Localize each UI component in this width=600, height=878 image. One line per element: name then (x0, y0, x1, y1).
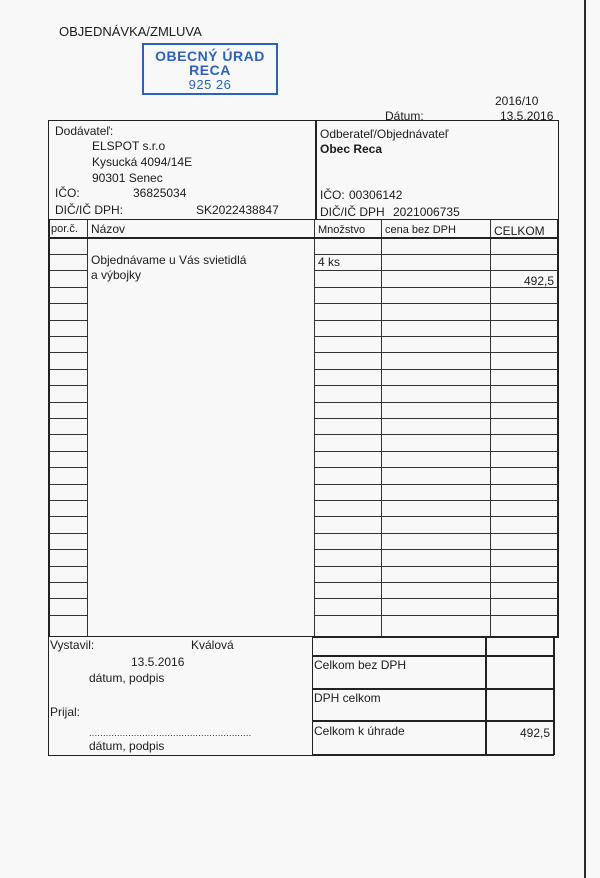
received-label: Prijal: (50, 705, 81, 719)
date-value: 13.5.2016 (500, 109, 554, 123)
item-text-line-2: a výbojky (91, 268, 142, 282)
header-price: cena bez DPH (385, 224, 456, 236)
value-row-line (314, 533, 558, 534)
value-row-line (314, 566, 558, 567)
seq-row-line (49, 336, 87, 337)
total-due-label: Celkom k úhrade (314, 724, 405, 738)
date-sign-2: dátum, podpis (89, 739, 165, 753)
value-row-line (314, 516, 558, 517)
document-title: OBJEDNÁVKA/ZMLUVA (59, 24, 202, 39)
seq-row-line (49, 287, 87, 288)
supplier-dic-label: DIČ/IČ DPH: (55, 203, 124, 217)
supplier-name: ELSPOT s.r.o (92, 139, 166, 153)
supplier-ico-label: IČO: (55, 186, 80, 200)
issued-name: Kválová (191, 638, 234, 652)
value-row-line (314, 385, 558, 386)
signature-dots: .......................................................... (89, 728, 252, 738)
stamp-line-1: OBECNÝ ÚRAD (155, 48, 265, 64)
col-divider-name (314, 220, 315, 636)
issued-label: Vystavil: (50, 638, 95, 652)
value-row-line (314, 402, 558, 403)
seq-row-line (49, 434, 87, 435)
item-qty: 4 ks (318, 255, 341, 269)
seq-row-line (49, 352, 87, 353)
footer-line-2 (313, 688, 554, 690)
value-row-line (314, 254, 558, 255)
seq-row-line (49, 516, 87, 517)
footer-top-right (313, 636, 559, 638)
value-row-line (314, 336, 558, 337)
seq-row-line (49, 385, 87, 386)
date-sign-1: dátum, podpis (89, 671, 165, 685)
header-row-bottom (48, 237, 559, 239)
seq-row-line (49, 303, 87, 304)
value-row-line (314, 484, 558, 485)
sum-without-vat-label: Celkom bez DPH (314, 658, 407, 672)
customer-name: Obec Reca (320, 142, 383, 156)
seq-row-line (49, 549, 87, 550)
vat-total-label: DPH celkom (314, 691, 381, 705)
value-row-line (314, 598, 558, 599)
col-divider-seq (87, 220, 88, 636)
supplier-street: Kysucká 4094/14E (92, 155, 193, 169)
header-name: Názov (91, 222, 126, 236)
seq-row-line (49, 533, 87, 534)
footer-right-border (553, 636, 555, 755)
stamp-line-2: RECA (189, 62, 231, 78)
seq-row-line (49, 467, 87, 468)
seq-row-line (49, 369, 87, 370)
footer-line-1 (313, 655, 554, 657)
footer-line-4 (313, 754, 554, 756)
value-row-line (314, 303, 558, 304)
page-edge (584, 0, 586, 878)
seq-row-line (49, 582, 87, 583)
seq-row-line (49, 451, 87, 452)
header-seq: por.č. (51, 223, 78, 235)
parties-box (48, 120, 559, 220)
supplier-ico: 36825034 (133, 186, 187, 200)
stamp-line-3: 925 26 (188, 77, 232, 92)
supplier-label: Dodávateľ: (55, 124, 114, 138)
value-row-line (314, 320, 558, 321)
footer-line-3 (313, 720, 554, 722)
supplier-city: 90301 Senec (92, 171, 163, 185)
customer-label: Odberateľ/Objednávateľ (320, 127, 449, 141)
value-row-line (314, 418, 558, 419)
total-due-value: 492,5 (519, 726, 550, 740)
table-left-border (48, 220, 50, 636)
seq-row-line (49, 615, 87, 616)
value-row-line (314, 434, 558, 435)
seq-row-line (49, 254, 87, 255)
value-row-line (314, 352, 558, 353)
seq-row-line (49, 500, 87, 501)
col-divider-qty (381, 220, 382, 636)
footer-amount-divider (485, 636, 487, 755)
item-total: 492,5 (523, 274, 554, 288)
value-row-line (314, 582, 558, 583)
customer-dic-label: DIČ/IČ DPH (320, 205, 385, 219)
customer-ico: 00306142 (349, 188, 403, 202)
item-text-line-1: Objednávame u Vás svietidlá (91, 253, 247, 267)
supplier-dic: SK2022438847 (196, 203, 279, 217)
issued-date: 13.5.2016 (131, 655, 185, 669)
seq-row-line (49, 320, 87, 321)
table-right-border (557, 220, 559, 636)
value-row-line (314, 615, 558, 616)
customer-ico-label: IČO: (320, 188, 345, 202)
value-row-line (314, 500, 558, 501)
value-row-line (314, 451, 558, 452)
value-row-line (314, 369, 558, 370)
seq-row-line (49, 270, 87, 271)
parties-divider (315, 120, 317, 220)
seq-row-line (49, 484, 87, 485)
customer-dic: 2021006735 (393, 205, 460, 219)
date-label: Dátum: (385, 109, 424, 123)
seq-row-line (49, 566, 87, 567)
value-row-line (314, 270, 558, 271)
value-row-line (314, 549, 558, 550)
office-stamp (142, 43, 278, 95)
col-divider-price (490, 220, 491, 636)
seq-row-line (49, 418, 87, 419)
seq-row-line (49, 598, 87, 599)
header-qty: Množstvo (318, 224, 366, 236)
order-number: 2016/10 (495, 94, 539, 108)
value-row-line (314, 467, 558, 468)
seq-row-line (49, 402, 87, 403)
header-total: CELKOM (494, 224, 545, 238)
